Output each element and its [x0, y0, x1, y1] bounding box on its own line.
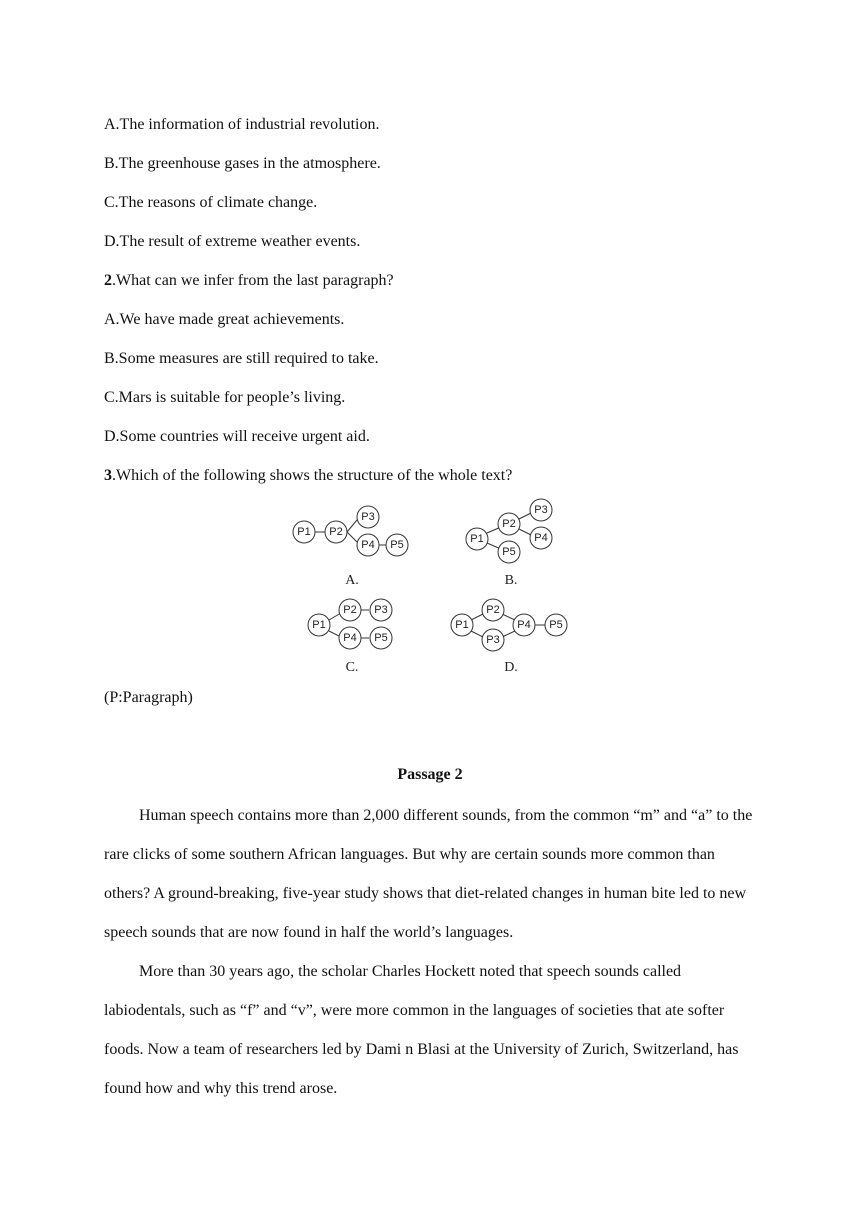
- q2-option-b: B.Some measures are still required to take.: [104, 350, 379, 367]
- svg-text:P4: P4: [343, 632, 357, 644]
- q2-option-a: A.We have made great achievements.: [104, 311, 345, 328]
- svg-text:P2: P2: [502, 518, 516, 530]
- node-d-p4: [513, 614, 535, 636]
- paragraph-note: (P:Paragraph): [104, 689, 193, 706]
- node-d-p5: [545, 614, 567, 636]
- q2-stem: [104, 272, 394, 290]
- svg-text:P3: P3: [374, 604, 388, 616]
- diagram-a: [293, 506, 408, 588]
- structure-diagrams: [280, 495, 590, 680]
- diagram-d-label: D.: [504, 660, 518, 675]
- passage-paragraph-1: Human speech contains more than 2,000 different sounds, from the common “m” and “a” to the rare clicks of some southern African languages. But why are certain sounds more common than others? A ground-breaking, five-year study shows that diet-related changes in human bite led to new speech sounds that are now found in half the world’s languages.: [104, 807, 753, 941]
- svg-text:P2: P2: [343, 604, 357, 616]
- node-a-p4: [357, 534, 379, 556]
- diagram-c: [308, 599, 392, 675]
- passage-paragraph-2: More than 30 years ago, the scholar Charles Hockett noted that speech sounds called labiodentals, such as “f” and “v”, were more common in the languages of societies that ate softer foods. Now a team of researchers led by Dami n Blasi at the University of Zurich, Switzerland, has found how and why this trend arose.: [104, 963, 739, 1097]
- node-d-p3: [482, 629, 504, 651]
- node-c-p4: [339, 627, 361, 649]
- node-b-p5: [498, 541, 520, 563]
- diagram-b: [466, 499, 552, 588]
- svg-text:P2: P2: [329, 526, 343, 538]
- q3-stem: [104, 467, 512, 485]
- diagram-b-label: B.: [504, 573, 518, 588]
- svg-text:P1: P1: [297, 526, 311, 538]
- q1-option-d: D.The result of extreme weather events.: [104, 233, 361, 250]
- q2-option-c: C.Mars is suitable for people’s living.: [104, 389, 346, 406]
- passage-title: Passage 2: [397, 766, 463, 783]
- node-d-p2: [482, 599, 504, 621]
- diagram-a-label: A.: [345, 573, 359, 588]
- svg-text:P2: P2: [486, 604, 500, 616]
- svg-text:P4: P4: [517, 619, 531, 631]
- q2-number: 2: [104, 272, 112, 289]
- node-a-p5: [386, 534, 408, 556]
- svg-text:P3: P3: [486, 634, 500, 646]
- node-c-p1: [308, 614, 330, 636]
- q1-option-a: A.The information of industrial revolution.: [104, 116, 380, 133]
- svg-text:P4: P4: [361, 539, 375, 551]
- svg-text:P5: P5: [390, 539, 404, 551]
- diagram-d: [451, 599, 567, 675]
- node-c-p2: [339, 599, 361, 621]
- diagram-c-label: C.: [345, 660, 359, 675]
- svg-text:P1: P1: [455, 619, 469, 631]
- node-b-p4: [530, 527, 552, 549]
- node-b-p3: [530, 499, 552, 521]
- node-a-p2: [325, 521, 347, 543]
- q3-number: 3: [104, 467, 112, 484]
- node-b-p2: [498, 513, 520, 535]
- q2-stem-text: .What can we infer from the last paragraph?: [112, 272, 394, 289]
- svg-text:P4: P4: [534, 532, 548, 544]
- node-c-p3: [370, 599, 392, 621]
- node-a-p3: [357, 506, 379, 528]
- svg-text:P3: P3: [361, 511, 375, 523]
- node-b-p1: [466, 528, 488, 550]
- q2-option-d: D.Some countries will receive urgent aid.: [104, 428, 370, 445]
- node-d-p1: [451, 614, 473, 636]
- svg-text:P1: P1: [470, 533, 484, 545]
- svg-text:P1: P1: [312, 619, 326, 631]
- q1-option-c: C.The reasons of climate change.: [104, 194, 318, 211]
- svg-text:P5: P5: [502, 546, 516, 558]
- q1-option-b: B.The greenhouse gases in the atmosphere.: [104, 155, 381, 172]
- node-a-p1: [293, 521, 315, 543]
- node-c-p5: [370, 627, 392, 649]
- svg-text:P3: P3: [534, 504, 548, 516]
- svg-text:P5: P5: [374, 632, 388, 644]
- svg-text:P5: P5: [549, 619, 563, 631]
- q3-stem-text: .Which of the following shows the structure of the whole text?: [112, 467, 513, 484]
